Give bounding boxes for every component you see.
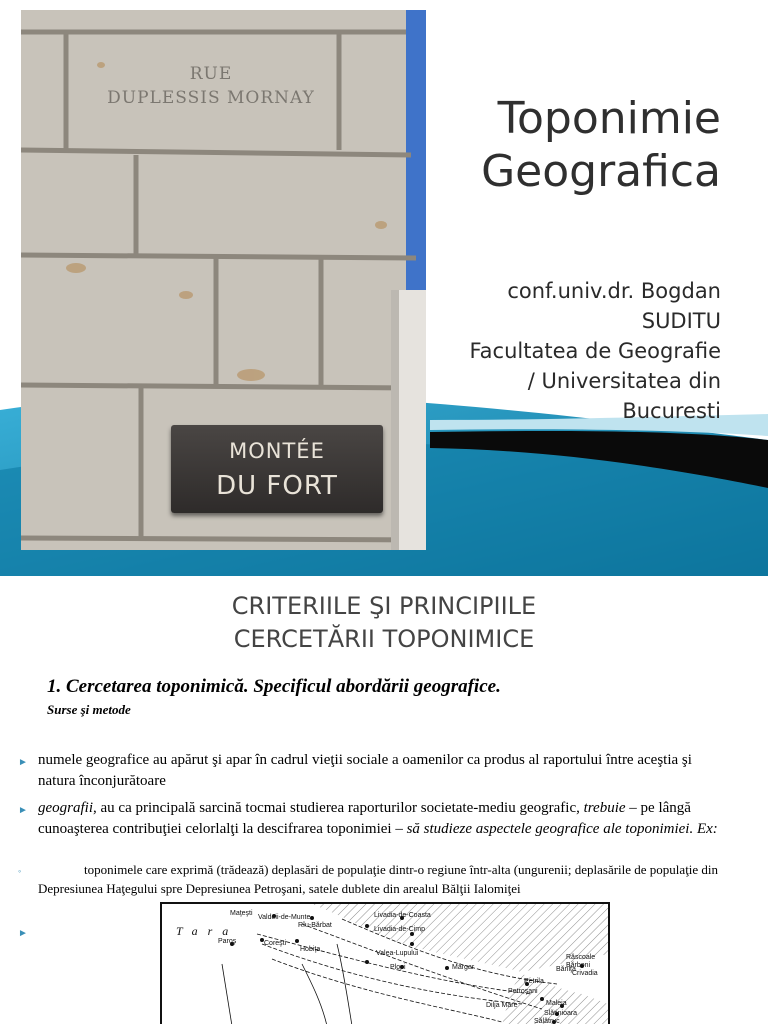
map-label: Livadia-de-Coasta: [374, 912, 431, 919]
street-sign-photo: [21, 10, 426, 550]
map-label: Sălătruc: [534, 1018, 560, 1024]
plaque-line2: DU FORT: [216, 471, 338, 501]
title-line1: Toponimie: [497, 93, 721, 144]
author-line5: Bucuresti: [622, 399, 721, 423]
bullet-item-1: numele geografice au apărut şi apar în cadrul vieţii sociale a oamenilor ca produs al raportului între aceştia şi natura înconjurătoare: [38, 752, 692, 789]
slide-title: [430, 92, 721, 198]
author-line3: Facultatea de Geografie: [469, 339, 721, 363]
bullet-item-3: [38, 860, 738, 898]
map-label: Livadia-de-Cimp: [374, 926, 425, 933]
bullet-arrow-icon: ►: [18, 757, 28, 768]
map-label: Slătinioara: [544, 1010, 578, 1017]
title-line2: Geografica: [481, 146, 721, 197]
map-label: Hobiţa: [300, 946, 321, 953]
plaque-line1: MONTÉE: [229, 439, 325, 463]
map-label: Maţeşti: [230, 910, 253, 917]
author-line1: conf.univ.dr. Bogdan: [507, 279, 721, 303]
bullet2-italic-start: geografii: [38, 800, 93, 816]
section-heading: 1. Cercetarea toponimică. Specificul abordării geografice.: [47, 676, 501, 697]
map-label: Coreşti: [264, 940, 287, 947]
author-line2: SUDITU: [641, 309, 721, 333]
bullet2-italic-end: să studieze aspectele geografice ale toponimiei. Ex:: [406, 821, 718, 837]
map-label: Valea-Lupului: [376, 950, 419, 957]
map-label: Petroşani: [508, 988, 538, 995]
title-line1: CRITERIILE ŞI PRINCIPIILE: [231, 592, 537, 620]
engraved-street-name-line1: RUE: [189, 64, 233, 84]
map-label: Maleia: [546, 1000, 567, 1007]
bullet-arrow-icon: ►: [18, 805, 28, 816]
map-label: Bărboni: [566, 962, 591, 969]
title-line2: CERCETĂRII TOPONIMICE: [233, 625, 535, 653]
slide-title: [0, 590, 768, 656]
map-lines: [162, 904, 608, 1024]
map-label: Rîu-Bărbat: [298, 922, 332, 929]
map-label: Mărgar: [452, 964, 475, 971]
map-label: Petrila: [524, 978, 544, 985]
map-label: Dilja Mare: [486, 1002, 518, 1009]
bullet2-italic-mid: trebuie: [583, 800, 626, 816]
street-plaque: [171, 425, 383, 513]
map-label: Crivadia: [572, 970, 598, 977]
bullet2-text-mid: , au ca principală sarcină tocmai studierea raporturilor societate-mediu geografic,: [93, 800, 584, 816]
map-region-label: Tara: [176, 924, 239, 938]
section-subheading: Surse şi metode: [47, 702, 131, 717]
engraved-street-name-line2: DUPLESSIS MORNAY: [107, 88, 315, 108]
bullet-arrow-icon: ►: [18, 928, 28, 939]
bullet2-text-mid2: – pe lângă cunoaşterea contribuţiei celorlalţi la descifrarea toponimiei –: [38, 800, 691, 837]
author-block: [425, 276, 721, 426]
bullet-item-2: [38, 798, 728, 840]
content-slide: [0, 576, 768, 1024]
map-label: Valdeii-de-Munte: [258, 914, 311, 921]
bullet-circle-icon: ◦: [18, 866, 22, 876]
map-label: Băniţa: [556, 966, 576, 973]
map-label: Plopi: [390, 964, 406, 971]
map-label: Paroş: [218, 938, 237, 945]
bullet3-text: toponimele care exprimă (trădează) deplasări de populaţie dintr-o regiune într-alta (ungurenii; deplasările de populaţie din Depresiunea Haţegului spre Depresiunea Petroşani, satele dublete din arealul Bălţii Ialomiţei: [38, 862, 719, 896]
migration-map: [160, 902, 610, 1024]
author-line4: / Universitatea din: [527, 369, 721, 393]
map-label: Răscoale: [566, 954, 596, 961]
